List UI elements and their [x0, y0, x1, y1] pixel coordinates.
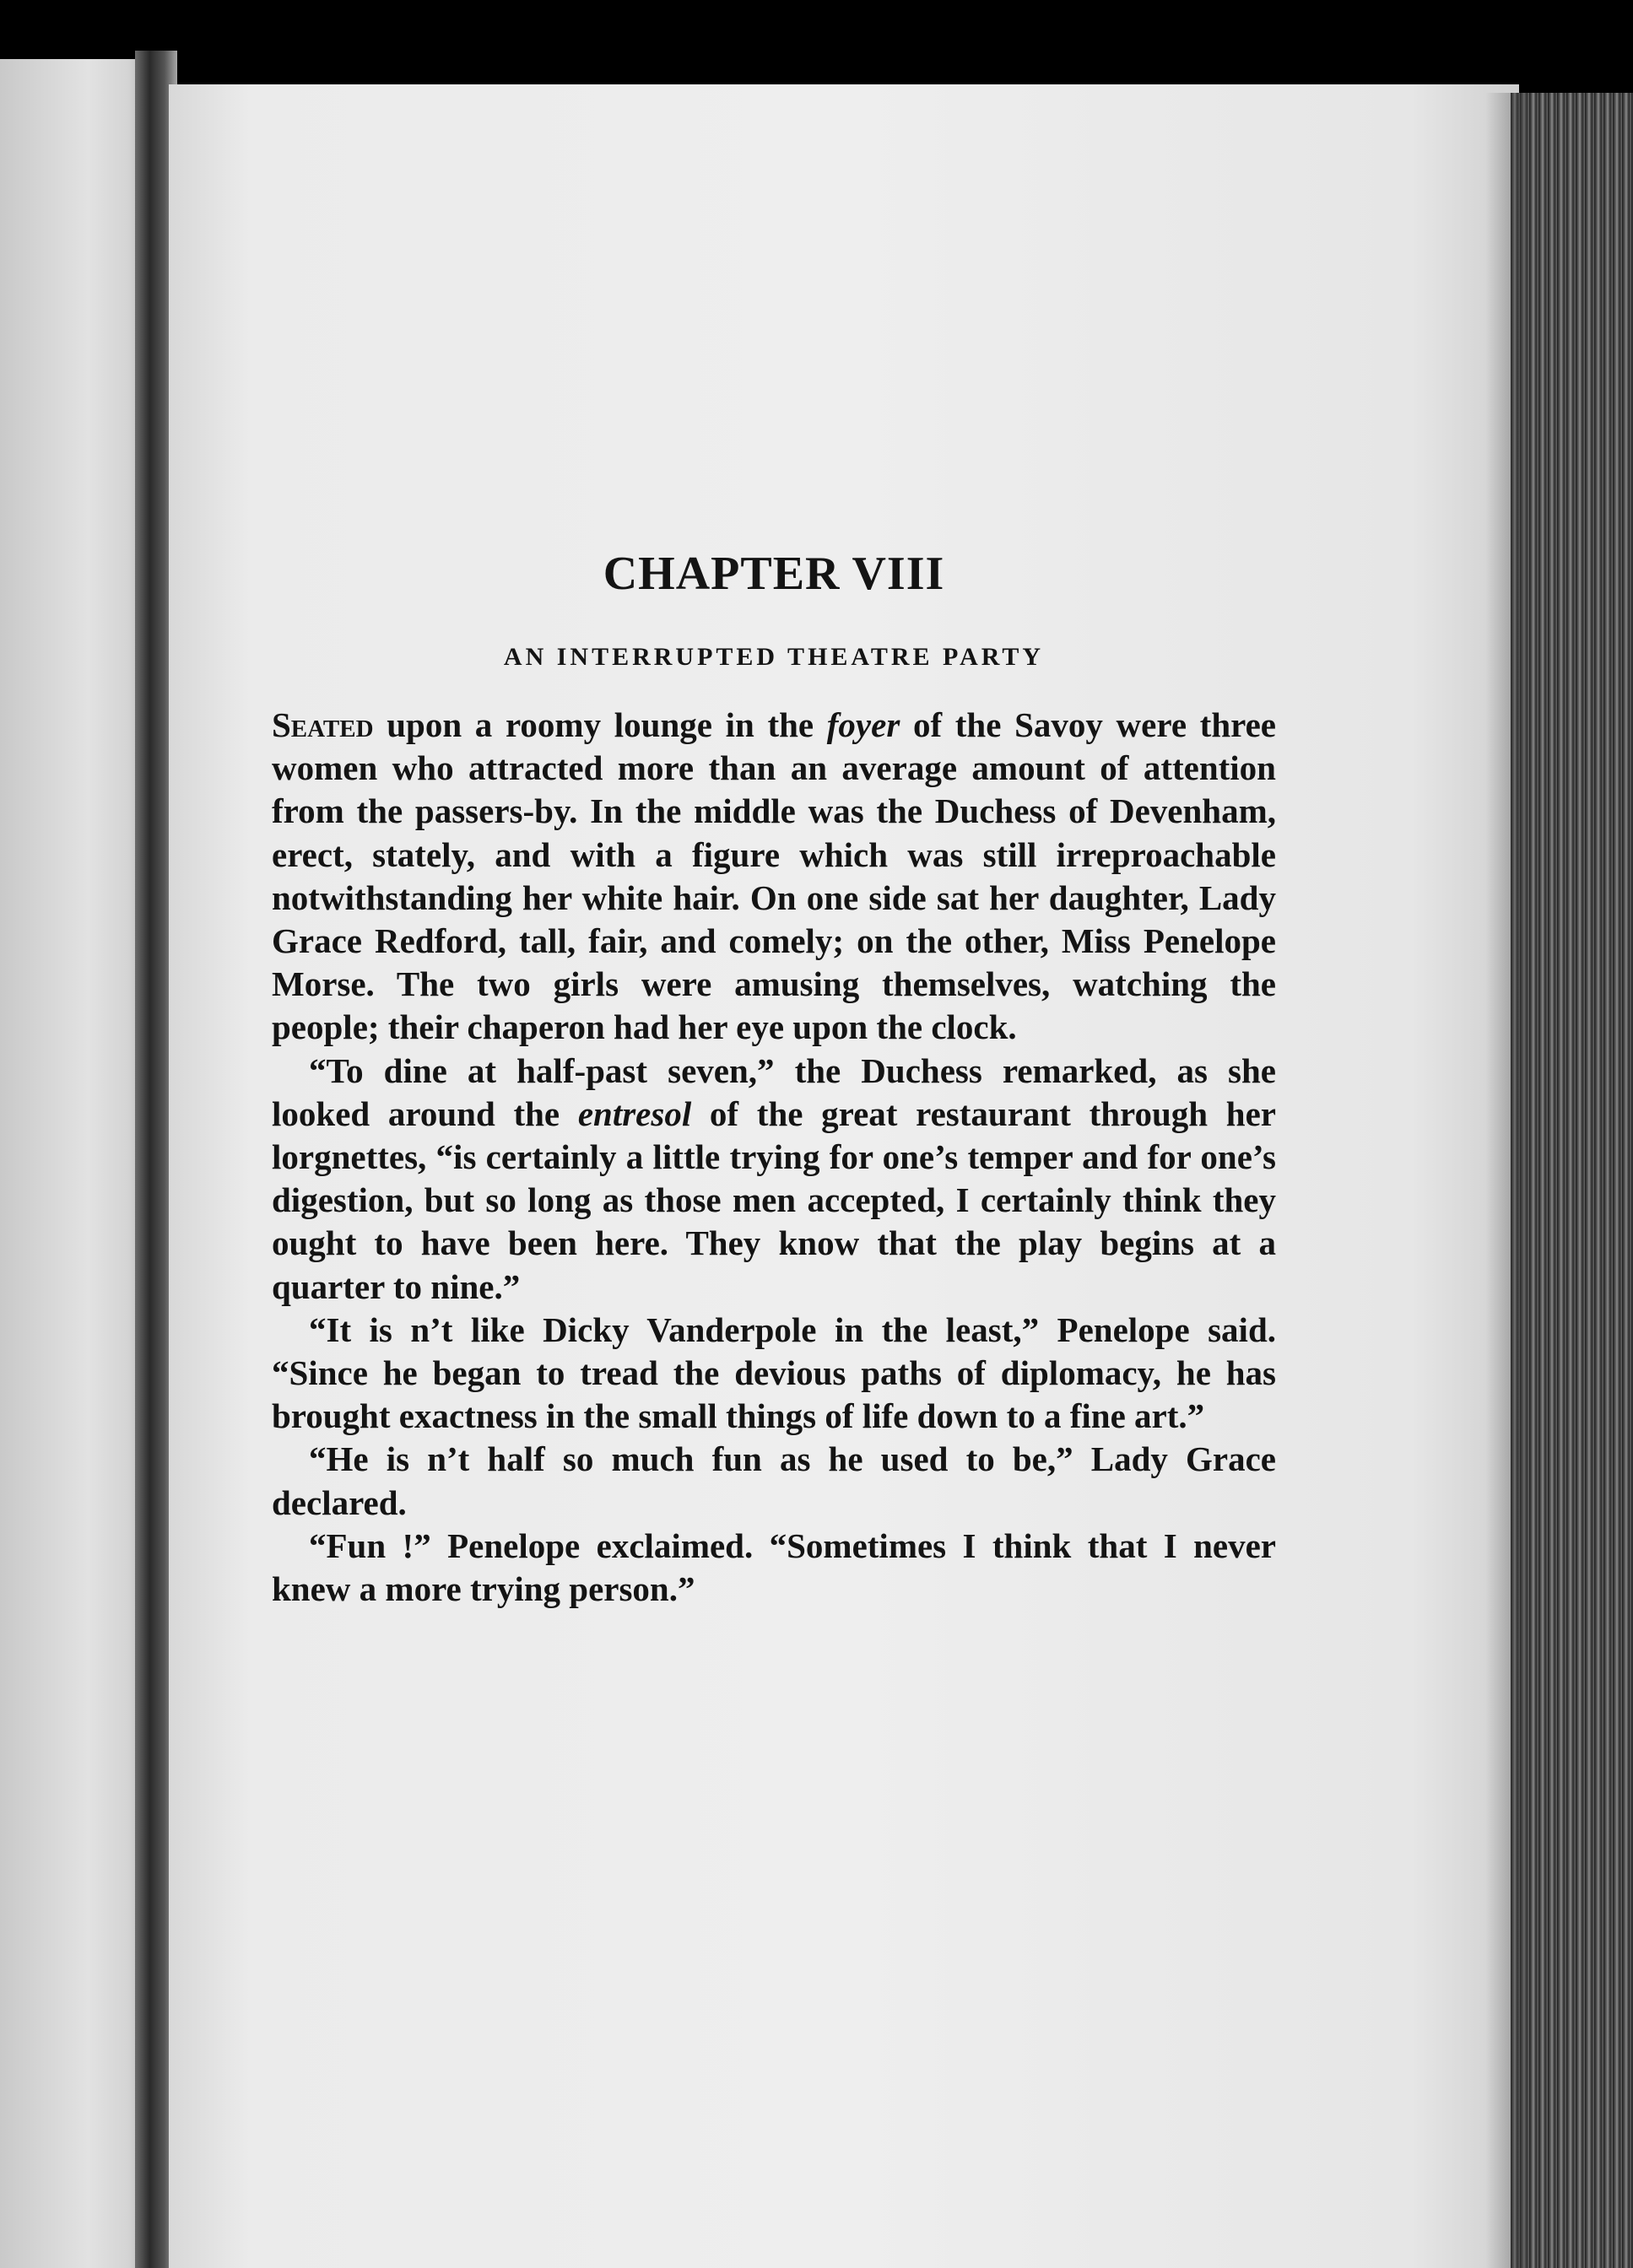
- drop-lead-word: Seated: [272, 705, 374, 744]
- page-edges: [1511, 93, 1633, 2268]
- chapter-subtitle: AN INTERRUPTED THEATRE PARTY: [503, 643, 1045, 671]
- paragraph-2: [272, 1050, 1276, 1309]
- page-text: [272, 540, 1276, 1611]
- paragraph-2-text-a: “To dine at half-past seven,” the Duchess remarked, as she looked around the: [272, 1050, 1276, 1133]
- paragraph-1-text-a: upon a roomy lounge in the: [373, 705, 827, 744]
- paragraph-4: “He is n’t half so much fun as he used to be,” Lady Grace declared.: [272, 1439, 1276, 1522]
- paragraph-3: “It is n’t like Dicky Vanderpole in the least,” Penelope said. “Since he began to tread the devious paths of diplomacy, he has brought exactness in the small things of life down to a fine art.”: [272, 1310, 1276, 1436]
- paragraph-5: “Fun !” Penelope exclaimed. “Sometimes I think that I never knew a more trying person.”: [272, 1526, 1276, 1609]
- paragraph-2-italic: entresol: [577, 1094, 692, 1133]
- paragraph-1-italic: foyer: [826, 705, 900, 744]
- chapter-title: CHAPTER VIII: [603, 548, 945, 600]
- paragraph-2-text-b: of the great restaurant through her lorgnettes, “is certainly a little trying for one’s temper and for one’s digestion, but so long as those men accepted, I certainly think they ought to have been here. They know that the play begins at a quarter to nine.”: [272, 1094, 1276, 1306]
- paragraph-1: [272, 704, 1276, 1050]
- page-edge-shadow: [1485, 93, 1528, 2268]
- paragraph-1-text-b: of the Savoy were three women who attracted more than an average amount of attention from the passers-by. In the middle was the Duchess of Devenham, erect, stately, and with a figure which was still irreproachable notwithstanding her white hair. On one side sat her daughter, Lady Grace Redford, tall, fair, and comely; on the other, Miss Penelope Morse. The two girls were amusing themselves, watching the people; their chaperon had her eye upon the clock.: [272, 705, 1276, 1047]
